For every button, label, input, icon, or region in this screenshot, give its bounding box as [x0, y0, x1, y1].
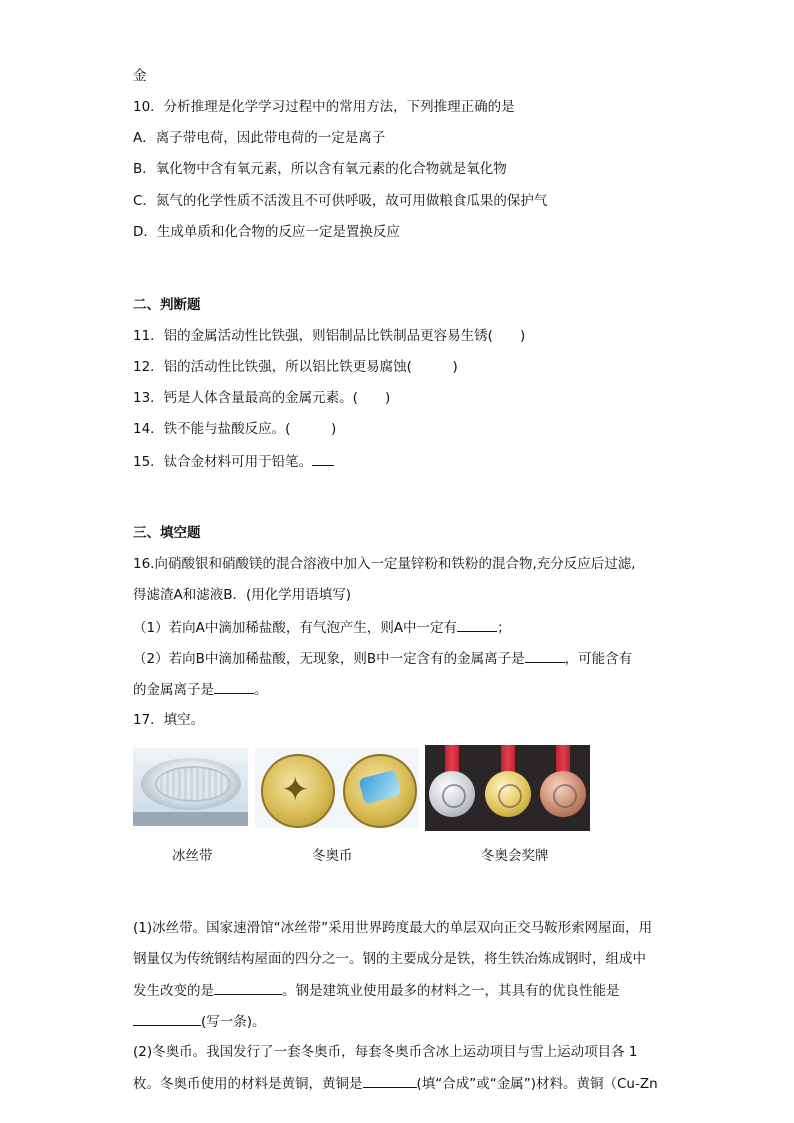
para-1-line-4: [133, 1011, 266, 1032]
part-2-cont-text: 的金属离子是: [133, 682, 214, 698]
answer-blank[interactable]: [363, 1073, 417, 1088]
silver-medal-icon: [429, 771, 475, 817]
question-15: [133, 451, 334, 472]
question-12: 12．铝的活动性比铁强，所以铝比铁更易腐蚀( ): [133, 359, 458, 375]
para-1-line-1: (1)冰丝带。国家速滑馆“冰丝带”采用世界跨度最大的单层双向正交马鞍形索网屋面，用: [133, 920, 653, 936]
para-2-text: 枚。冬奥币使用的材料是黄铜，黄铜是: [133, 1076, 363, 1092]
option-a: A．离子带电荷，因此带电荷的一定是离子: [133, 130, 386, 146]
question-14: 14．铁不能与盐酸反应。( ): [133, 421, 337, 437]
question-11: 11．铝的金属活动性比铁强，则铝制品比铁制品更容易生锈( ): [133, 328, 526, 344]
part-2-text: （2）若向B中滴加稀盐酸，无现象，则B中一定含有的金属离子是: [133, 651, 525, 667]
answer-blank[interactable]: [457, 617, 497, 632]
question-16-part-1: [133, 617, 511, 638]
option-c: C．氮气的化学性质不活泼且不可供呼吸，故可用做粮食瓜果的保护气: [133, 193, 548, 209]
punctuation: ；: [497, 620, 511, 636]
ice-ribbon-stadium-image: [133, 748, 248, 826]
caption-coins: 冬奥币: [312, 848, 353, 864]
section-heading-fill: 三、填空题: [133, 525, 201, 541]
olympic-medals-image: [425, 745, 590, 831]
question-10: 10．分析推理是化学学习过程中的常用方法，下列推理正确的是: [133, 99, 515, 115]
question-15-text: 15．钛合金材料可用于铅笔。: [133, 454, 313, 470]
para-2-line-1: (2)冬奥币。我国发行了一套冬奥币，每套冬奥币含冰上运动项目与雪上运动项目各 1: [133, 1044, 638, 1060]
text-line: 金: [133, 68, 147, 84]
question-13: 13．钙是人体含量最高的金属元素。( ): [133, 390, 391, 406]
para-2-line-2: [133, 1073, 658, 1094]
para-1-text: (写一条)。: [201, 1014, 266, 1030]
option-b: B．氧化物中含有氧元素，所以含有氧元素的化合物就是氧化物: [133, 161, 507, 177]
question-16-cont: 得滤渣A和滤液B．(用化学用语填写): [133, 587, 352, 603]
olympic-coins-image: [255, 748, 419, 828]
para-1-text: 发生改变的是: [133, 983, 214, 999]
option-d: D．生成单质和化合物的反应一定是置换反应: [133, 224, 400, 240]
para-1-text: 。钢是建筑业使用最多的材料之一，其具有的优良性能是: [282, 983, 620, 999]
section-heading-judgement: 二、判断题: [133, 297, 201, 313]
answer-blank[interactable]: [133, 1011, 201, 1026]
question-16-part-2: [133, 648, 632, 669]
question-16-part-2-cont: [133, 679, 268, 700]
question-17: 17．填空。: [133, 712, 205, 728]
coin-icon: ✦: [261, 754, 335, 828]
caption-medals: 冬奥会奖牌: [481, 848, 549, 864]
answer-blank[interactable]: [214, 980, 282, 995]
punctuation: 。: [254, 682, 268, 698]
gold-medal-icon: [485, 771, 531, 817]
coin-icon: [343, 754, 417, 828]
bronze-medal-icon: [540, 771, 586, 817]
para-1-line-3: [133, 980, 620, 1001]
answer-blank[interactable]: [214, 679, 254, 694]
answer-blank[interactable]: [525, 648, 565, 663]
part-2-mid: ，可能含有: [564, 651, 633, 667]
question-16: 16.向硝酸银和硝酸镁的混合溶液中加入一定量锌粉和铁粉的混合物,充分反应后过滤,: [133, 556, 636, 572]
part-1-text: （1）若向A中滴加稀盐酸，有气泡产生，则A中一定有: [133, 620, 458, 636]
caption-ice-ribbon: 冰丝带: [172, 848, 213, 864]
para-1-line-2: 钢量仅为传统钢结构屋面的四分之一。钢的主要成分是铁，将生铁冶炼成钢时，组成中: [133, 951, 646, 967]
para-2-text: (填“合成”或“金属”)材料。黄铜（Cu-Zn: [416, 1076, 658, 1092]
answer-blank[interactable]: [312, 451, 334, 466]
